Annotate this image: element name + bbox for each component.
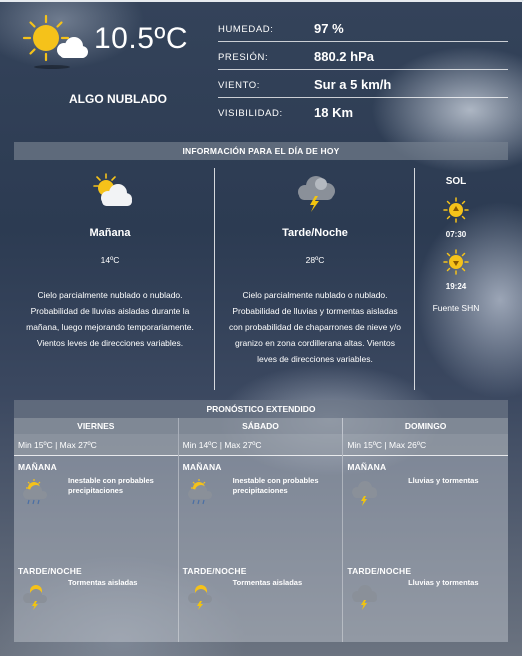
today-header: INFORMACIÓN PARA EL DÍA DE HOY <box>14 142 508 160</box>
sun-panel <box>420 176 492 313</box>
day-night <box>347 566 503 587</box>
night-temperature: 28ºC <box>305 255 325 265</box>
sunrise-time: 07:30 <box>445 230 467 239</box>
sun-rain-cloud-icon <box>183 478 217 506</box>
day-night <box>182 566 339 587</box>
detail-row-humidity <box>218 14 508 42</box>
day-card-sunday <box>343 418 508 642</box>
day-morning <box>18 462 174 495</box>
extended-forecast <box>14 400 508 642</box>
detail-value: Sur a 5 km/h <box>314 77 392 92</box>
morning-forecast: Inestable con probables precipitaciones <box>68 476 154 495</box>
detail-row-visibility <box>218 98 508 126</box>
today-night <box>225 172 405 367</box>
day-minmax: Min 15ºC | Max 27ºC <box>14 434 178 456</box>
detail-label: HUMEDAD: <box>218 24 274 35</box>
day-night <box>18 566 174 587</box>
current-conditions <box>18 8 200 118</box>
day-name: VIERNES <box>14 418 178 434</box>
detail-row-wind <box>218 70 508 98</box>
morning-forecast-text: Cielo parcialmente nublado o nublado. Probabilidad de lluvias aisladas durante la mañana, luego mejorando temporariamente. Vientos leves de direcciones variables. <box>26 290 194 348</box>
detail-value: 97 % <box>314 21 344 36</box>
morning-label: MAÑANA <box>182 462 222 472</box>
day-name: DOMINGO <box>343 418 508 434</box>
detail-label: PRESIÓN: <box>218 52 269 63</box>
storm-cloud-icon <box>347 478 381 506</box>
night-forecast: Tormentas aisladas <box>68 578 138 587</box>
night-forecast: Tormentas aisladas <box>232 578 303 587</box>
day-morning <box>182 462 339 495</box>
night-forecast-text: Cielo parcialmente nublado o nublado. Probabilidad de lluvias y tormentas aisladas con probabilidad de chaparrones de nieve y/o granizo en zona cordillerana altas. Vientos leves de direcciones variables. <box>228 290 401 364</box>
night-forecast: Lluvias y tormentas <box>408 578 479 587</box>
night-label: Tarde/Noche <box>282 227 348 239</box>
sun-rain-cloud-icon <box>18 478 52 506</box>
sun-cloud-icon <box>86 172 134 212</box>
today-morning <box>20 172 200 351</box>
morning-forecast: Lluvias y tormentas <box>408 476 479 485</box>
morning-temperature: 14ºC <box>100 255 120 265</box>
morning-label: MAÑANA <box>18 462 57 472</box>
sun-storm-cloud-icon <box>18 582 52 610</box>
morning-label: Mañana <box>89 227 131 239</box>
extended-days <box>14 418 508 642</box>
detail-row-pressure <box>218 42 508 70</box>
detail-value: 880.2 hPa <box>314 49 374 64</box>
morning-forecast: Inestable con probables precipitaciones <box>232 476 319 495</box>
extended-header: PRONÓSTICO EXTENDIDO <box>14 400 508 418</box>
day-minmax: Min 15ºC | Max 26ºC <box>343 434 508 456</box>
sun-cloud-icon <box>22 14 88 70</box>
storm-cloud-icon <box>291 172 339 212</box>
day-card-saturday <box>179 418 344 642</box>
current-description: ALGO NUBLADO <box>69 92 167 106</box>
divider <box>214 168 215 390</box>
day-card-friday <box>14 418 179 642</box>
detail-label: VISIBILIDAD: <box>218 108 283 119</box>
morning-label: MAÑANA <box>347 462 387 472</box>
sunrise-icon <box>443 197 469 223</box>
storm-cloud-icon <box>347 582 381 610</box>
sunset-icon <box>443 249 469 275</box>
night-label: TARDE/NOCHE <box>18 566 82 576</box>
divider <box>414 168 415 390</box>
detail-value: 18 Km <box>314 105 354 120</box>
day-name: SÁBADO <box>179 418 343 434</box>
sunset-time: 19:24 <box>445 282 467 291</box>
night-label: TARDE/NOCHE <box>182 566 247 576</box>
night-label: TARDE/NOCHE <box>347 566 412 576</box>
day-morning <box>347 462 503 485</box>
detail-label: VIENTO: <box>218 80 261 91</box>
day-minmax: Min 14ºC | Max 27ºC <box>179 434 343 456</box>
sun-title: SOL <box>445 176 467 187</box>
sun-source: Fuente SHN <box>432 303 480 313</box>
sun-storm-cloud-icon <box>183 582 217 610</box>
current-details <box>218 14 508 126</box>
current-temperature: 10.5ºC <box>94 22 189 55</box>
